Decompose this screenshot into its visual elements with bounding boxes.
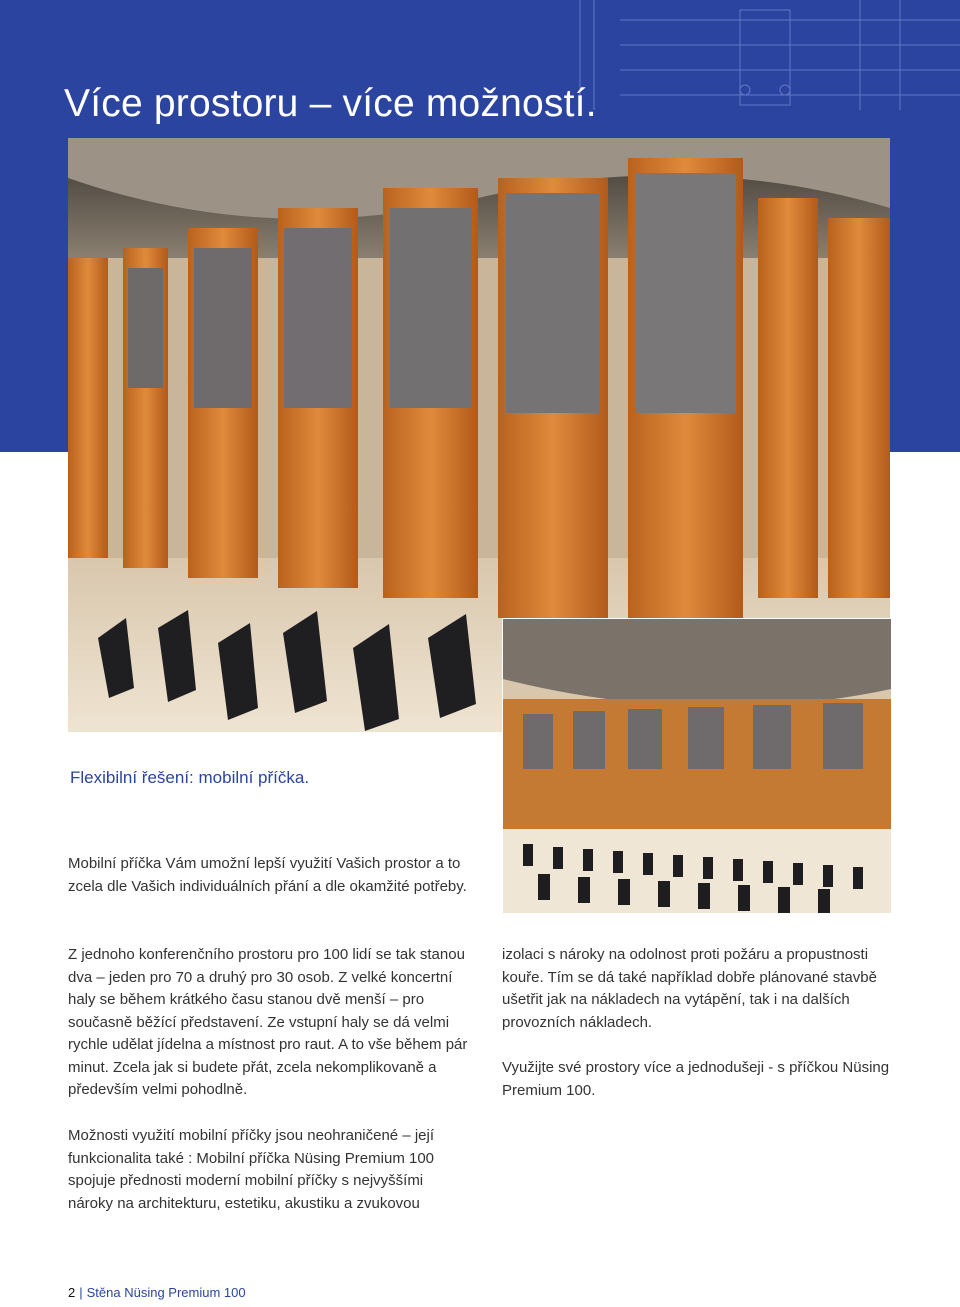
page-title: Více prostoru – více možností. [64,82,597,125]
paragraph-call-to-action: Využijte své prostory více a jednodušeji - s příčkou Nüsing Premium 100. [502,1059,890,1099]
page-footer [68,1285,246,1300]
page-number: 2 [68,1285,76,1300]
blueprint-drawing [560,0,960,120]
paragraph-intro: Mobilní příčka Vám umožní lepší využití Vašich prostor a to zcela dle Vašich individuálních přání a dle okamžité potřeby. [68,855,467,895]
section-subheading: Flexibilní řešení: mobilní příčka. [70,768,310,787]
publication-name: Stěna Nüsing Premium 100 [86,1285,246,1300]
footer-separator: | [79,1285,83,1300]
paragraph-examples: Z jednoho konferenčního prostoru pro 100 lidí se tak stanou dva – jeden pro 70 a druhý pro 30 osob. Z velké koncertní haly se během krátkého času stanou dvě menší – pro současně běžící představení. Ze vstupní haly se dá velmi rychle udělat jídelna a místnost pro raut. A to vše během pár minut. Zcela jak si budete přát, zcela nekomplikovaně a především velmi pohodlně. [68,946,468,1098]
paragraph-possibilities: Možnosti využití mobilní příčky jsou neohraničené – její funkcionalita také : Mobilní příčka Nüsing Premium 100 spojuje přednosti moderní mobilní příčky s nejvyššími nároky na architekturu, estetiku, akustiku a zvukovou [68,1127,435,1212]
paragraph-fire-protection: izolaci s nároky na odolnost proti požáru a propustnosti kouře. Tím se dá také například dobře plánované stavbě ušetřit jak na nákladech na vytápění, tak i na dalších provozních nákladech. [502,946,877,1031]
hall-with-rows-of-chairs-photo [502,618,892,914]
